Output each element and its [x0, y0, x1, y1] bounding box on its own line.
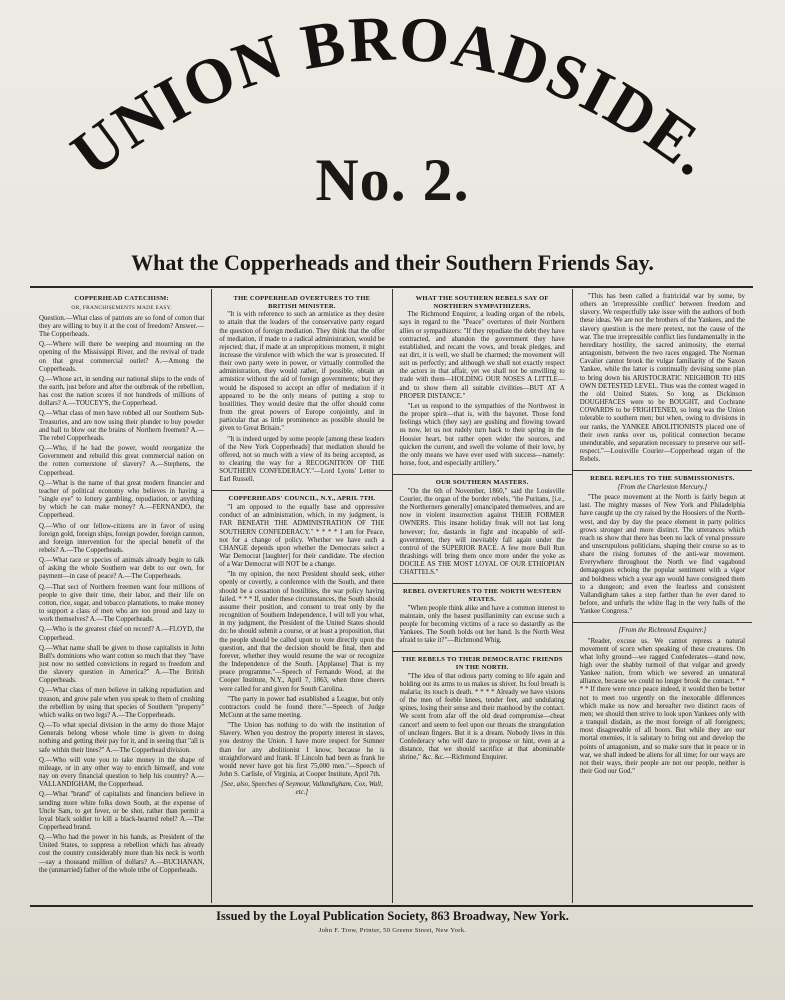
council-paragraph: "In my opinion, the next President should seek, either openly or covertly, a conference with the South, and there should be a cessation of hostilities, the war policy having failed. * * * If, under these circumstances, the South should assume their position, and consent to treat only by the recognition of Southern Independence, I will tell you what, in my judgment, the President of the United States should do: he should submit a course, or at least a proposition, that the people should be called upon to vote directly upon the question, and that the decision should be final, then and forever, whether they would resume the war or recognize the Independence of the South. [Applause] That is my peace programme."—Speech of Fernando Wood, at the Cooper Institute, N.Y., April 7, 1863, when three cheers were called for and given for South Carolina. — [219, 571, 385, 693]
columns — [32, 289, 752, 903]
rebels-paragraph: The Richmond Enquirer, a leading organ of the rebels, says in regard to the "Peace" overtures of their Northern allies or sympathizers: "If they repudiate the debt they have contracted, and abandon the government they have established, and recant the vows, and break pledges, and eat dirt, it is well, we shall be charmed; the movement will suit us perfectly; and although we shall not exactly respect the actors in that affair, yet we shall not be unwilling to trade with them—HOLDING OUR NOSES A LITTLE—and to show them all suitable civilities—BUT AT A PROPER DISTANCE." — [399, 311, 565, 400]
column-catechism — [32, 289, 211, 903]
overtures-heading: THE COPPERHEAD OVERTURES TO THE BRITISH MINISTER. — [233, 295, 371, 310]
rebels-paragraph: "Let us respond to the sympathies of the Northwest in the proper spirit—that is, with the bayonet. Those fond feelings which (they say) are gushing and flowing toward us now, let us not rudely turn back to their spring in the Hoosier heart, but rather open wider the sources, and quicken the current, and swell the volume of their love, by the only means we have ever used with success—namely: horse, foot, and especially artillery." — [399, 402, 565, 467]
northwest-paragraph: "When people think alike and have a common interest to maintain, only the basest pusillanimity can excuse such a people for becoming victims of a race so dastardly as the Yankees. The South holds out her hand. Is the North West afraid to take it?"—Richmond Whig. — [399, 604, 565, 645]
section-divider — [393, 651, 572, 652]
council-reference: [See, also, Speeches of Seymour, Vallandigham, Cox, Wall, etc.] — [220, 781, 383, 797]
charleston-paragraph: "The peace movement at the North is fairly begun at last. The mighty masses of New York and Philadelphia have caught up the cry raised by the Hoosiers of the North-west, and day by day the peace element in party politics grows stronger and more distinct. The utterances which reach us show that there has been no lack of venal pressure and unscrupulous politicians, shaping their course so as to share the rising fortunes of the anti-war movement. Everywhere throughout the North we find vagabond demagogues echoing the popular sentiment with a vigor and boldness which a year ago would have consigned them to a dungeon; and even the fearless and consistent Vallandigham takes a step farther than he ever dared to before, and unfurls the white flag in the very halls of the Yankee Congress." — [579, 494, 745, 616]
publisher-line: Issued by the Loyal Publication Society, 863 Broadway, New York. — [216, 909, 569, 923]
printer-imprint: John F. Trow, Printer, 50 Greene Street, New York. — [318, 927, 467, 934]
top-rule — [30, 286, 753, 288]
catechism-entry: Q.—Who, if he had the power, would reorganize the Government and rebuild this great commercial nation on the rotten cornerstone of slavery? A.—Stephens, the Copperhead. — [39, 445, 205, 477]
democratic-friends-paragraph: "The idea of that odious party coming to life again and holding out its arms to us makes us shiver. Its foul breath is malaria; its touch is death. * * * * Already we have visions of the men of feeble knees, tender feet, and undulating spines, losing their sense and their manhood by the contact. We scent from afar off the old dead compromise—cheat cancer! and seem to feel upon our throats the strangulation of unclean fingers. But it is a dream. Nobody lives in this Confederacy who will dare to propose or hint, even at a distance, that we should sacrifice at that abominable shrine," &c. &c.—Richmond Enquirer. — [399, 672, 565, 762]
charleston-source: [From the Charleston Mercury.] — [617, 483, 708, 491]
section-divider — [393, 474, 572, 475]
democratic-friends-heading: THE REBELS TO THEIR DEMOCRATIC FRIENDS IN THE NORTH. — [401, 656, 563, 672]
council-paragraph: "I am opposed to the equally base and oppressive conduct of an administration, which, in my judgment, is FAR BENEATH THE ADMINISTRATION OF THE SOUTHERN CONFEDERACY." * * * * I am for Peace, not for a change of policy. Whether we have such a CHANGE depends upon whether the Democrats select a War Democrat [laughter] for their candidate. The election of a War Democrat will NOT be a change. — [219, 504, 385, 569]
broadside-title-text: UNION BROADSIDE. — [58, 2, 728, 190]
subtitle: What the Copperheads and their Southern Friends Say. — [131, 250, 654, 275]
column-replies — [572, 289, 752, 903]
catechism-entry: Q.—Who had the power in his hands, as President of the United States, to suppress a rebellion which has already cost the country considerably more than his neck is worth—say a thousand million of dollars? A.—BUCHANAN, the (unmarried) father of the whole tribe of Copperheads. — [39, 834, 205, 874]
section-divider — [212, 490, 391, 491]
catechism-heading: COPPERHEAD CATECHISM: — [74, 295, 169, 302]
catechism-entry: Q.—What class of men believe in talking repudiation and treason, and grow pale when you speak to them of crushing the rebellion by using that species of Southern "property" which walks on two legs? A.—The Copperheads. — [39, 687, 205, 719]
catechism-entry: Q.—Who of our fellow-citizens are in favor of using foreign gold, foreign ships, foreign powder, foreign cannon, and foreign intervention for the special benefit of the rebels? A.—The Copperheads. — [39, 522, 205, 554]
northwest-heading: REBEL OVERTURES TO THE NORTH WESTERN STATES. — [403, 588, 562, 604]
masters-paragraph: "On the 6th of November, 1860," said the Louisville Courier, the organ of the border rebels, "the Puritans, [i.e., the Northerners generally] emancipated themselves, and are now in violent insurrection against THEIR FORMER OWNERS. This insane holiday freak will not last long however; for, dastards in fight and incapable of self-government, they will inevitably fall again under the control of the SUPERIOR RACE. A few more Bull Run thrashings will bring them once more under the yoke as DOCILE AS THE MOST LOYAL OF OUR ETHIOPIAN CHATTELS." — [399, 487, 565, 577]
issue-number: No. 2. — [315, 147, 470, 213]
council-paragraph: "The party in power had established a League, but only contractors could be found there."—Speech of Judge McCunn at the same meeting. — [219, 695, 385, 719]
council-paragraph: "The Union has nothing to do with the institution of Slavery. When you destroy the property interest in slaves, you destroy the Union. I have more respect for Sumner than for any abolitionist I know, because he is straightforward and frank. If Lincoln had been as frank he would never have got his first 75,000 men."—Speech of John S. Carlisle, of Virginia, at Cooper Institute, April 7th. — [219, 722, 385, 779]
catechism-entry: Q.—What "brand" of capitalists and financiers believe in sending more white folks down South, at the expense of Uncle Sam, to get fever, or be shot, rather than permit a loyal black soldier to kill a black-hearted rebel? A.—The Copperhead brand. — [39, 791, 205, 831]
section-divider — [573, 470, 752, 471]
masters-heading: OUR SOUTHERN MASTERS. — [435, 479, 529, 487]
overtures-paragraph: "It is with reference to such an armistice as they desire to attain that the leaders of the conservative party regard the question of foreign mediation. They think that the offer of mediation, if made to a radical administration, would be rejected; that, if made at an unpropitious moment, it might increase the virulence with which the war is prosecuted. If their own party were in power, or virtually controlled the administration, they would rather, if possible, obtain an armistice without the aid of foreign governments; but they would be disposed to accept an offer of mediation if it appeared to be the only means of putting a stop to hostilities. They would desire that the offer should come from the great powers of Europe conjointly, and in particular that as little prominence as possible should be given to Great Britain." — [219, 311, 385, 433]
catechism-entry: Q.—What name shall be given to those capitalists in John Bull's dominions who want cotton so much that they "have just now no settled convictions in regard to freedom and the slavery question in America?" A.—The British Copperheads. — [39, 644, 205, 685]
council-heading: COPPERHEADS' COUNCIL, N.Y., APRIL 7TH. — [228, 495, 376, 503]
bottom-rule — [30, 905, 753, 907]
overtures-paragraph: "It is indeed urged by some people [among these leaders of the New York Copperheads] that mediation should be offered, not so much with a view of its being accepted, as to clearing the way for a RECOGNITION OF THE SOUTHERN CONFEDERACY."—Lord Lyons' Letter to Earl Russell. — [219, 435, 385, 484]
catechism-entry: Q.—What is the name of that great modern financier and teacher of political economy who believes in having a "single eye" to lottery gambling, repudiation, or anything by which he can make money? A.—FERNANDO, the Copperhead. — [39, 479, 205, 520]
catechism-subheading: OR, FRANCHISEMENTS MADE EASY. — [71, 304, 172, 311]
section-divider — [573, 622, 752, 623]
rebels-heading: WHAT THE SOUTHERN REBELS SAY OF NORTHERN SYMPATHIZERS. — [415, 295, 549, 310]
column-southern-rebels — [392, 289, 572, 903]
catechism-entry: Q.—Who is the greatest chief on record? A.—FLOYD, the Copperhead. — [39, 626, 205, 642]
catechism-entry: Q.—Whose act, in sending our national ships to the ends of the earth, just before and after the outbreak of the rebellion, has cost the nation scores if not hundreds of millions of dollars? A.—TOUCEY'S, the Copperhead. — [39, 375, 205, 408]
richmond-paragraph: "Reader, excuse us. We cannot repress a natural movement of scorn when speaking of these creatures. On what lofty ground—we ragged Confederates—stand now, high over the shabby turmoil of that vulgar and greedy Yankee nation, from which we severed an unnatural alliance, because we could no longer brook the contact. * * * * If there were once peace indeed, it would then be better not to meet too urgently on the inexorable differences which make us now and hereafter two distinct races of men; we should then strive to look upon Yankees only with a tranquil disdain, as the most foreign of all foreigners; most disagreeable of all boors. But while they are our mortal enemies, it is salutary to bring out and develop the points of antagonism, and so make sure that in peace or in war, we shall indeed be aliens for all time; for our ways are not their ways, their people are not our people, neither is their God our God." — [579, 637, 745, 776]
catechism-entry: Q.—Where will there be weeping and mourning on the opening of the Mississippi River, and the revival of trade on that great commercial outlet? A.—Among the Copperheads. — [39, 341, 205, 373]
catechism-entry: Question.—What class of patriots are so fond of cotton that they are willing to buy it at the cost of freedom? Answer.—The Copperheads. — [39, 314, 205, 339]
richmond-source: [From the Richmond Enquirer.] — [618, 627, 707, 635]
replies-heading: REBEL REPLIES TO THE SUBMISSIONISTS. — [590, 475, 735, 483]
fratricidal-paragraph: "This has been called a fratricidal war by some, by others an 'irrepressible conflict' between freedom and slavery. We respectfully take issue with the authors of both these ideas. We are not the brothers of the Yankees, and the slavery question is the mere pretext, not the cause of the war. The true irrepressible conflict lies fundamentally in the hereditary hostility, the sacred animosity, the eternal antagonism, between the two races engaged. The Norman Cavalier cannot brook the vulgar familiarity of the Saxon Yankee, while the latter is continually devising some plan to bring down his ARISTOCRATIC NEIGHBOR TO HIS OWN DETESTED LEVEL. Thus was the contest waged in the old United States. So long as Dickinson DOUGHFACES were to be BOUGHT, and Cochrane COWARDS to be FRIGHTENED, so long was the Union tolerable to southern men; but when, owing to divisions in our ranks, the YANKEE ABOLITIONISTS placed one of their own ranks over us, political connection became unendurable, and separation necessary to preserve our self-respect."—Louisville Courier—Copperhead organ of the Rebels. — [579, 293, 745, 464]
catechism-entry: Q.—That sect of Northern freemen want four millions of people to give their time, their labor, and their life on cotton, rice, sugar, and tobacco plantations, to make money to support a class of men who are too proud and lazy to work themselves? A.—The Copperheads. — [39, 583, 205, 624]
section-divider — [393, 583, 572, 584]
column-overtures — [211, 289, 391, 903]
catechism-entry: Q.—To what special division in the army do those Major Generals belong whose whole time is given to doing nothing and getting their pay for it, and in seeing that "all is safe within their lines?" A.—The Copperhead division. — [39, 722, 205, 754]
catechism-entry: Q.—What race or species of animals already begin to talk of asking the whole Southern war debt to our own, for payment—in case of peace? A.—The Copperheads. — [39, 557, 205, 581]
catechism-entry: Q.—Who will vote you to take money in the shape of mileage, or in any other way to enrich himself, and vote nay on every financial question to help his country? A.—VALLANDIGHAM, the Copperhead. — [39, 756, 205, 789]
catechism-entry: Q.—What class of men have robbed all our Southern Sub-Treasuries, and are now using their plunder to buy powder and ball to blow out the brains of Northern freemen? A.—The rebel Copperheads. — [39, 410, 205, 442]
